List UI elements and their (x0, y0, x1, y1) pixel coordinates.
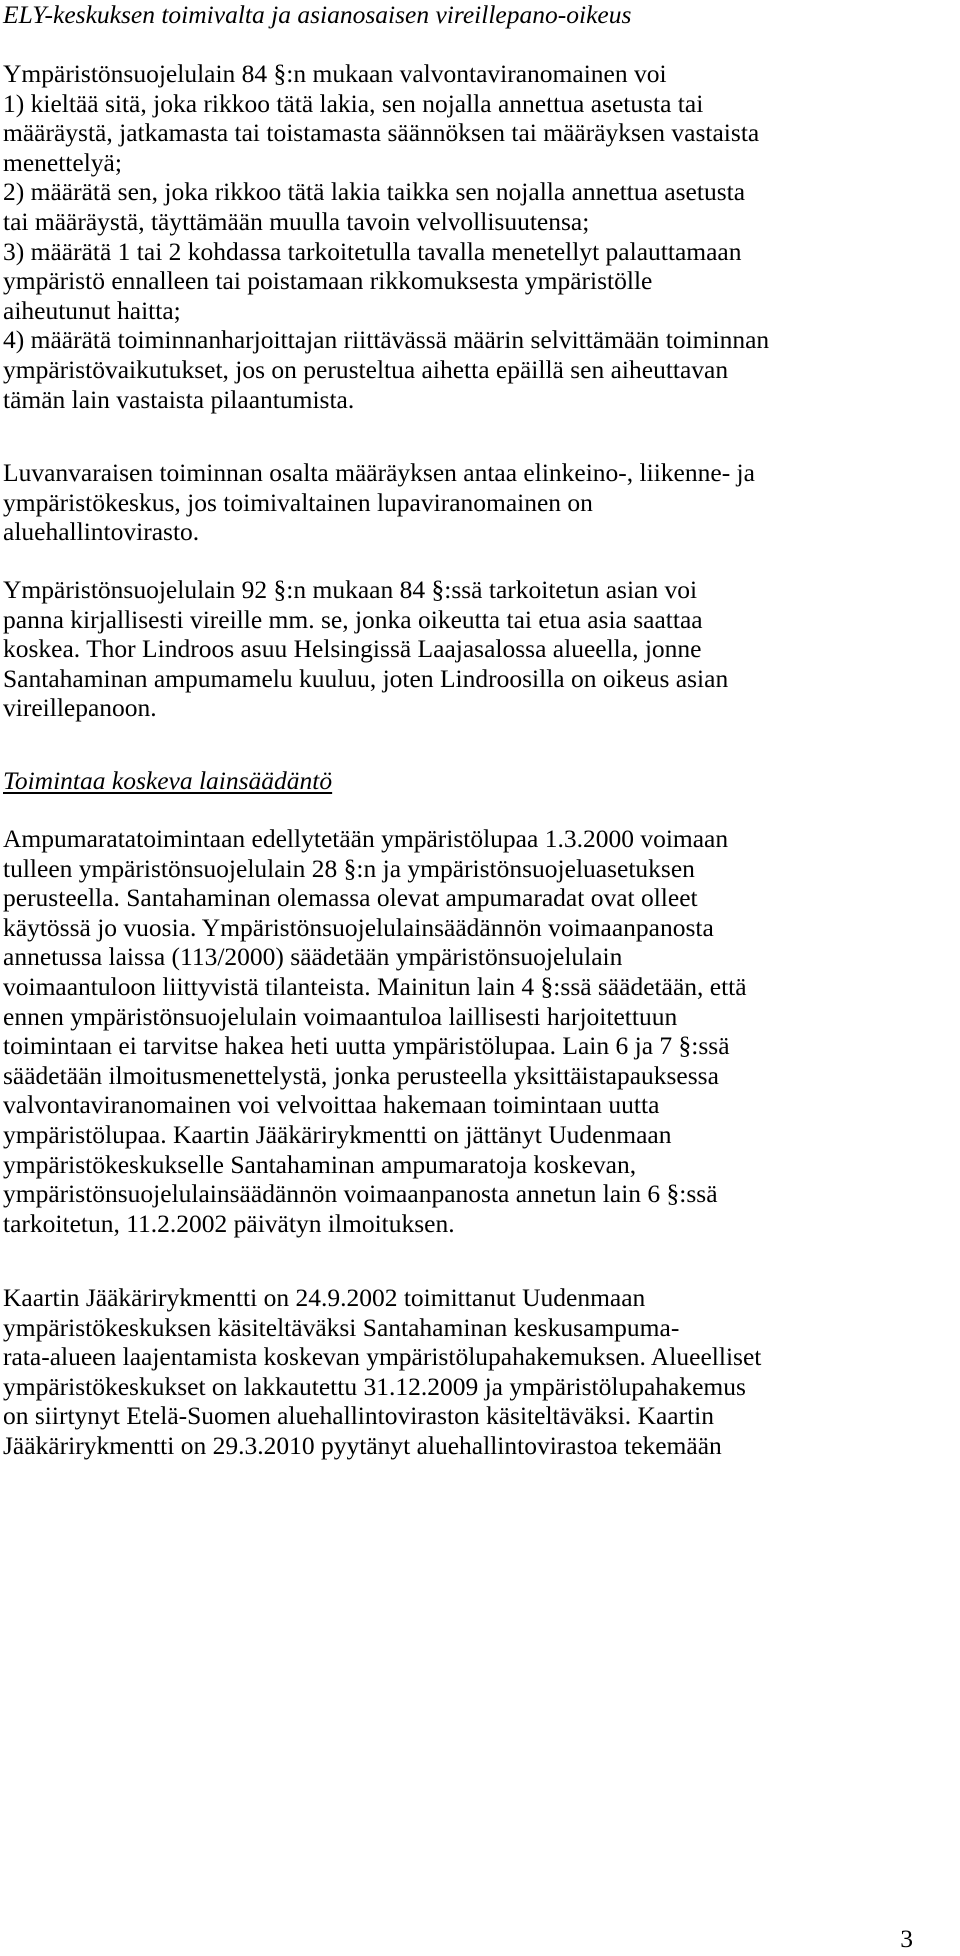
text-line: Ampumaratatoimintaan edellytetään ympäristölupaa 1.3.2000 voimaan (3, 824, 729, 853)
text-line: on siirtynyt Etelä-Suomen aluehallintoviraston käsiteltäväksi. Kaartin (3, 1401, 714, 1431)
text-line: aiheutunut haitta; (3, 295, 181, 325)
text-line: ympäristövaikutukset, jos on perusteltua aihetta epäillä sen aiheuttavan (3, 354, 729, 384)
text-line: 3) määrätä 1 tai 2 kohdassa tarkoitetulla tavalla menetellyt palauttamaan (3, 236, 742, 266)
text-line: tai määräystä, täyttämään muulla tavoin velvollisuutensa; (3, 206, 590, 236)
text-line: rata-alueen laajentamista koskevan ympäristölupahakemuksen. Alueelliset (3, 1342, 762, 1372)
text-line: Kaartin Jääkärirykmentti on 24.9.2002 toimittanut Uudenmaan (3, 1283, 646, 1312)
text-line: määräystä, jatkamasta tai toistamasta säännöksen tai määräyksen vastaista (3, 118, 760, 148)
text-line: ympäristökeskus, jos toimivaltainen lupaviranomainen on (3, 487, 593, 517)
text-line: käytössä jo vuosia. Ympäristönsuojelulainsäädännön voimaanpanosta (3, 912, 714, 942)
text-line: Jääkärirykmentti on 29.3.2010 pyytänyt aluehallintovirastoa tekemään (3, 1430, 722, 1460)
section-heading: ELY-keskuksen toimivalta ja asianosaisen vireillepano-oikeus (3, 0, 632, 29)
text-line: vireillepanoon. (3, 693, 157, 723)
text-line: tämän lain vastaista pilaantumista. (3, 384, 355, 414)
text-line: ympäristönsuojelulainsäädännön voimaanpanosta annetun lain 6 §:ssä (3, 1179, 718, 1209)
text-line: tulleen ympäristönsuojelulain 28 §:n ja ympäristönsuojeluasetuksen (3, 853, 695, 883)
paragraph-luvanvarainen (3, 458, 755, 547)
text-line: valvontaviranomainen voi velvoittaa hakemaan toimintaan uutta (3, 1090, 660, 1120)
text-line: annetussa laissa (113/2000) säädetään ympäristönsuojelulain (3, 942, 623, 972)
text-line: menettelyä; (3, 147, 122, 177)
text-line: Santahaminan ampumamelu kuuluu, joten Lindroosilla on oikeus asian (3, 663, 729, 693)
subsection-heading: Toimintaa koskeva lainsäädäntö (3, 766, 333, 795)
paragraph-lainsaadanto (3, 824, 747, 1238)
text-line: ympäristökeskukset on lakkautettu 31.12.2009 ja ympäristölupahakemus (3, 1371, 746, 1401)
text-line: aluehallintovirasto. (3, 517, 200, 547)
paragraph-valvonta (3, 59, 769, 414)
text-line: ympäristö ennalleen tai poistamaan rikkomuksesta ympäristölle (3, 266, 653, 296)
text-line: perusteella. Santahaminan olemassa olevat ampumaradat ovat olleet (3, 883, 698, 913)
text-line: ympäristökeskuksen käsiteltäväksi Santahaminan keskusampuma- (3, 1312, 680, 1342)
page-number: 3 (900, 1924, 913, 1953)
paragraph-hakemus (3, 1283, 761, 1461)
paragraph-vireillepano (3, 575, 728, 723)
text-line: koskea. Thor Lindroos asuu Helsingissä Laajasalossa alueella, jonne (3, 634, 702, 664)
text-line: tarkoitetun, 11.2.2002 päivätyn ilmoituksen. (3, 1208, 455, 1238)
text-line: toimintaan ei tarvitse hakea heti uutta ympäristölupaa. Lain 6 ja 7 §:ssä (3, 1031, 730, 1061)
text-line: voimaantuloon liittyvistä tilanteista. Mainitun lain 4 §:ssä säädetään, että (3, 971, 747, 1001)
text-line: Ympäristönsuojelulain 92 §:n mukaan 84 §:ssä tarkoitetun asian voi (3, 575, 698, 604)
text-line: säädetään ilmoitusmenettelystä, jonka perusteella yksittäistapauksessa (3, 1060, 719, 1090)
text-line: Luvanvaraisen toiminnan osalta määräyksen antaa elinkeino-, liikenne- ja (3, 458, 755, 487)
text-line: ympäristökeskukselle Santahaminan ampumaratoja koskevan, (3, 1149, 637, 1179)
text-line: 4) määrätä toiminnanharjoittajan riittävässä määrin selvittämään toiminnan (3, 325, 770, 355)
text-line: 2) määrätä sen, joka rikkoo tätä lakia taikka sen nojalla annettua asetusta (3, 177, 746, 207)
text-line: ennen ympäristönsuojelulain voimaantuloa laillisesti harjoitettuun (3, 1001, 678, 1031)
text-line: Ympäristönsuojelulain 84 §:n mukaan valvontaviranomainen voi (3, 59, 667, 88)
text-line: ympäristölupaa. Kaartin Jääkärirykmentti on jättänyt Uudenmaan (3, 1119, 672, 1149)
text-line: panna kirjallisesti vireille mm. se, jonka oikeutta tai etua asia saattaa (3, 604, 703, 634)
text-line: 1) kieltää sitä, joka rikkoo tätä lakia, sen nojalla annettua asetusta tai (3, 88, 704, 118)
